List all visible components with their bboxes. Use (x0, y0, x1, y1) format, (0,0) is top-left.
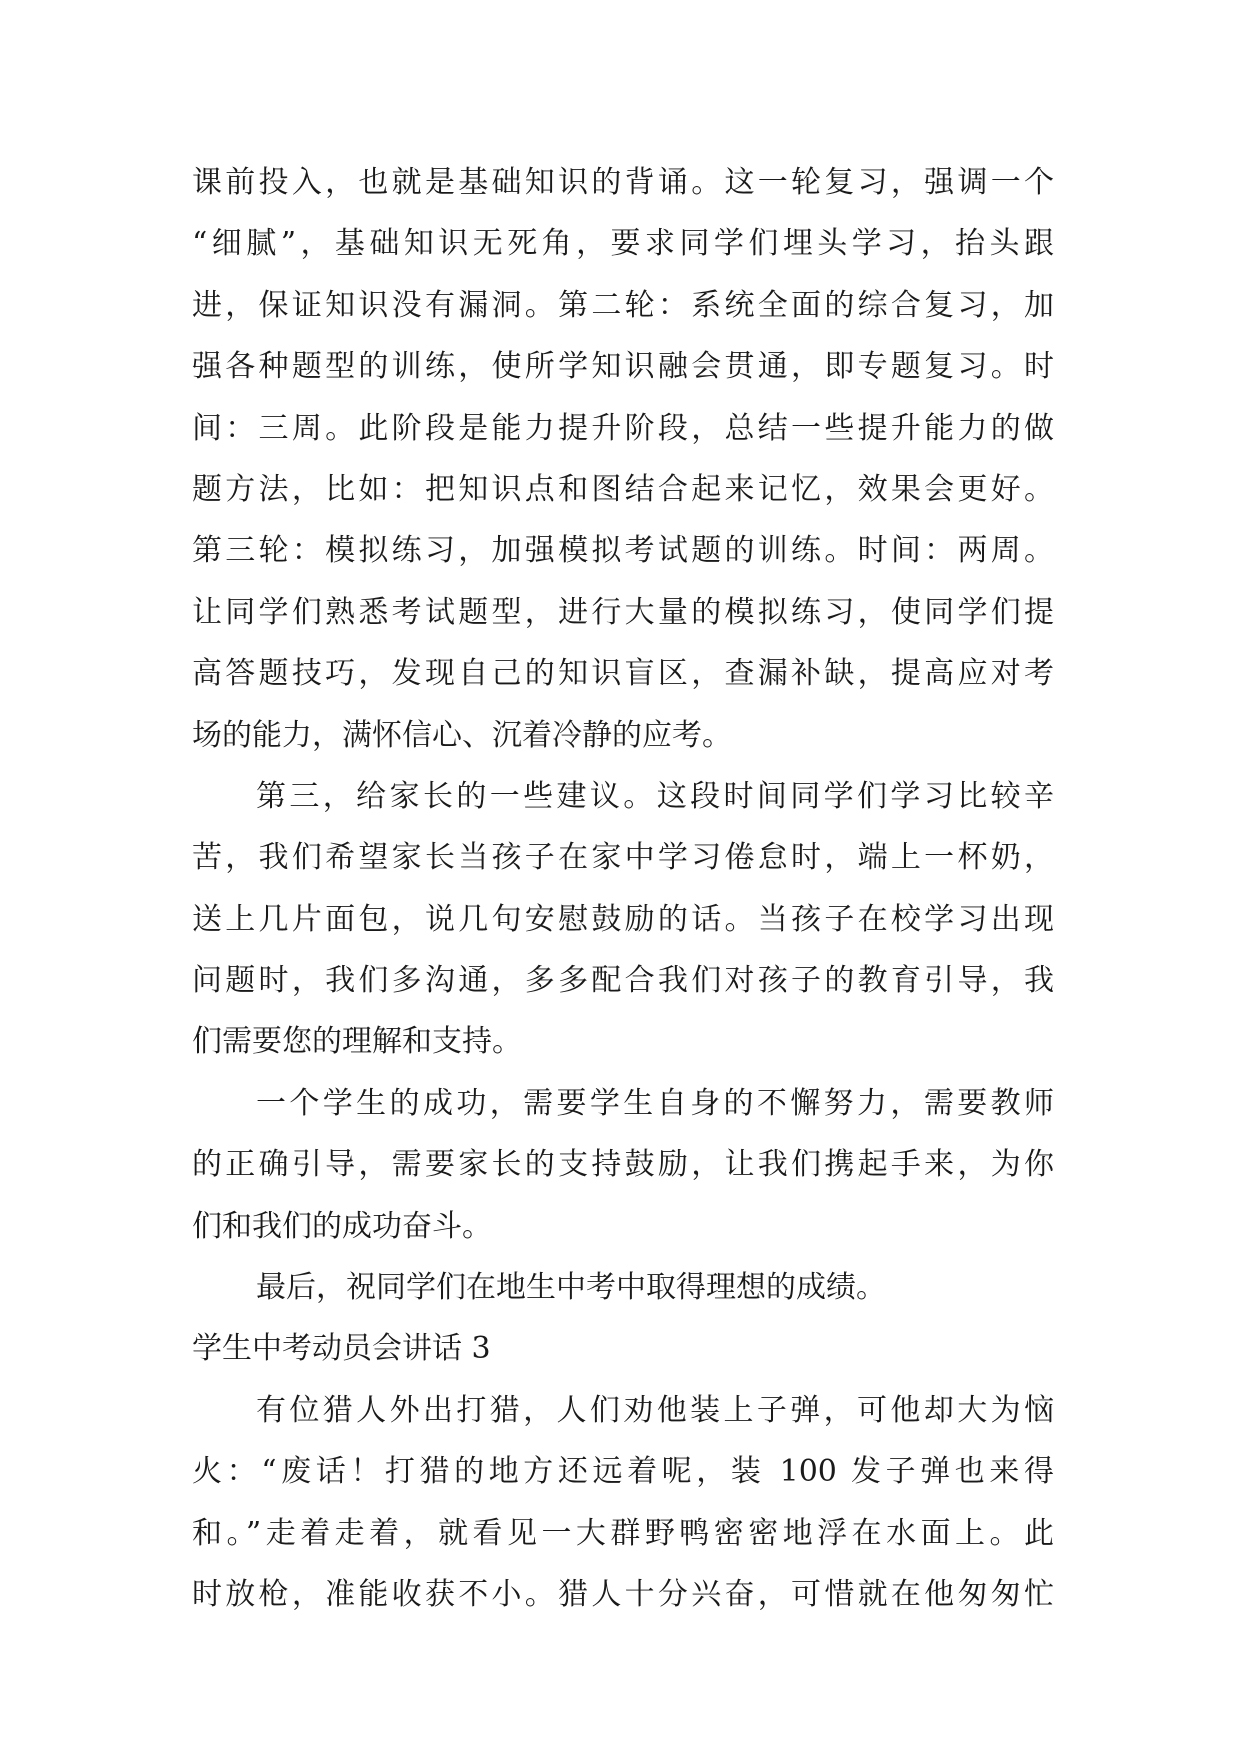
text-line: 间：三周。此阶段是能力提升阶段，总结一些提升能力的做 (192, 410, 1054, 446)
text-line: 课前投入，也就是基础知识的背诵。这一轮复习，强调一个 (192, 165, 1054, 200)
text-line: 一个学生的成功，需要学生自身的不懈努力，需要教师 (256, 1085, 1054, 1121)
text-line: 的正确引导，需要家长的支持鼓励，让我们携起手来，为你 (192, 1147, 1054, 1183)
paragraph (192, 1257, 1054, 1318)
text-line: 最后，祝同学们在地生中考中取得理想的成绩。 (256, 1270, 886, 1306)
text-line: 们和我们的成功奋斗。 (192, 1208, 492, 1244)
document-body (192, 152, 1054, 1625)
text-line: 苦，我们希望家长当孩子在家中学习倦怠时，端上一杯奶， (192, 840, 1054, 876)
paragraph (192, 1073, 1054, 1257)
paragraph (192, 1380, 1054, 1626)
text-line: 有位猎人外出打猎，人们劝他装上子弹，可他却大为恼 (256, 1392, 1054, 1428)
text-line: 让同学们熟悉考试题型，进行大量的模拟练习，使同学们提 (192, 594, 1054, 630)
text-line: “细腻”，基础知识无死角，要求同学们埋头学习，抬头跟 (192, 226, 1054, 262)
text-line: 们需要您的理解和支持。 (192, 1024, 522, 1060)
text-line: 火：“废话！打猎的地方还远着呢，装 100 发子弹也来得 (192, 1454, 1054, 1490)
text-line: 进，保证知识没有漏洞。第二轮：系统全面的综合复习，加 (192, 287, 1054, 323)
text-line: 问题时，我们多沟通，多多配合我们对孩子的教育引导，我 (192, 963, 1054, 999)
paragraph (192, 766, 1054, 1073)
text-line: 第三，给家长的一些建议。这段时间同学们学习比较辛 (256, 778, 1054, 814)
text-line: 题方法，比如：把知识点和图结合起来记忆，效果会更好。 (192, 471, 1054, 507)
text-line: 场的能力，满怀信心、沉着冷静的应考。 (192, 717, 732, 753)
text-line: 时放枪，准能收获不小。猎人十分兴奋，可惜就在他匆匆忙 (192, 1576, 1054, 1612)
text-line: 高答题技巧，发现自己的知识盲区，查漏补缺，提高应对考 (192, 656, 1054, 692)
text-line: 和。”走着走着，就看见一大群野鸭密密地浮在水面上。此 (192, 1515, 1054, 1551)
text-line: 第三轮：模拟练习，加强模拟考试题的训练。时间：两周。 (192, 533, 1054, 569)
text-line: 强各种题型的训练，使所学知识融会贯通，即专题复习。时 (192, 349, 1054, 385)
text-line: 送上几片面包，说几句安慰鼓励的话。当孩子在校学习出现 (192, 901, 1054, 937)
section-heading: 学生中考动员会讲话 3 (192, 1331, 491, 1367)
paragraph (192, 152, 1054, 766)
